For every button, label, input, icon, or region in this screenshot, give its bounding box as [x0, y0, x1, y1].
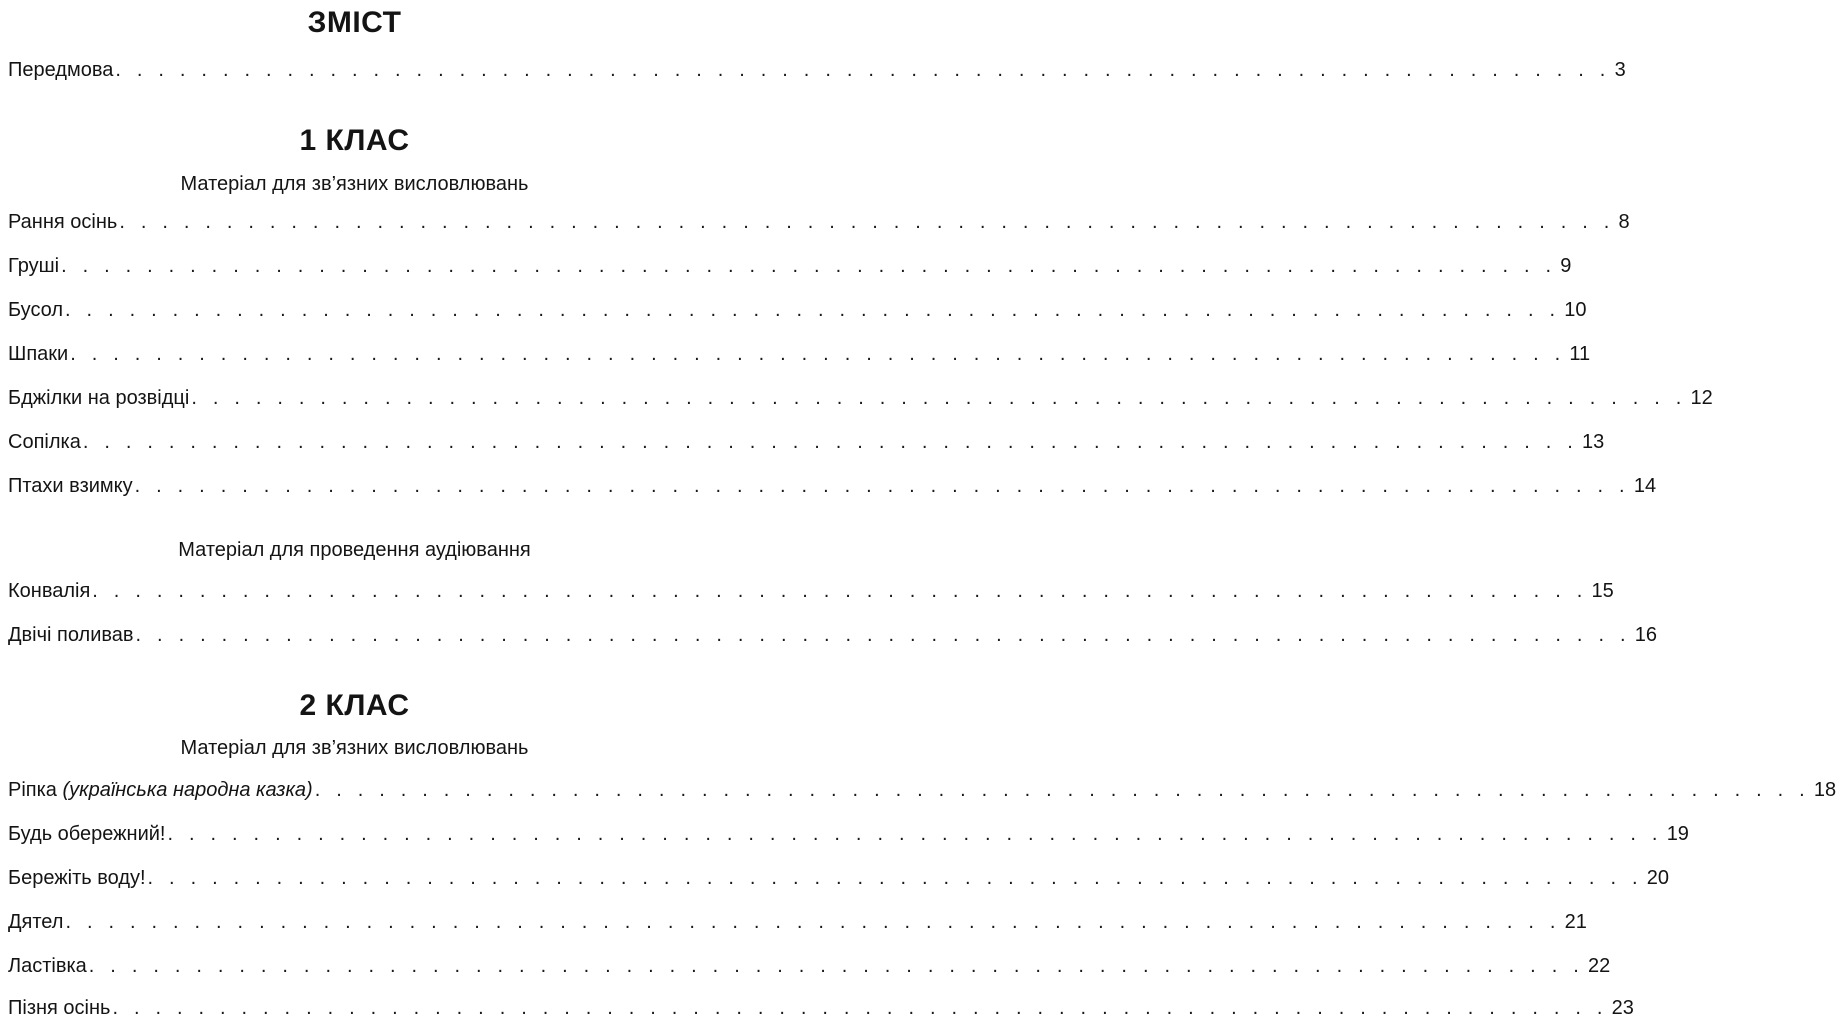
- dot-leader: . . . . . . . . . . . . . . . . . . . . . . . . . . . . . . . . . . . . . . . . . . . . . . . . . . . . . . . . . . . . . . . . . . . . . .: [134, 475, 1630, 497]
- toc-title: ЗМІСТ: [307, 6, 402, 39]
- entry-label: Бджілки на розвідці: [8, 387, 190, 409]
- entry-label: Пізня осінь: [8, 997, 111, 1019]
- page-number: 3: [1614, 59, 1626, 81]
- entry-label: Передмова: [8, 59, 114, 81]
- dot-leader: . . . . . . . . . . . . . . . . . . . . . . . . . . . . . . . . . . . . . . . . . . . . . . . . . . . . . . . . . . . . . . . . . . . . . .: [167, 823, 1663, 845]
- entry-label-main: Ріпка: [8, 779, 57, 801]
- dot-leader: . . . . . . . . . . . . . . . . . . . . . . . . . . . . . . . . . . . . . . . . . . . . . . . . . . . . . . . . . . . . . . . . . . . . . .: [147, 867, 1643, 889]
- page-number: 10: [1564, 299, 1587, 321]
- toc-entry[interactable]: [8, 911, 1587, 937]
- class-1-audition-section-heading: Матеріал для проведення аудіювання: [178, 539, 531, 561]
- entry-label: Конвалія: [8, 580, 91, 602]
- toc-entry[interactable]: [8, 823, 1689, 849]
- dot-leader: . . . . . . . . . . . . . . . . . . . . . . . . . . . . . . . . . . . . . . . . . . . . . . . . . . . . . . . . . . . . . . . . . . . . . .: [88, 955, 1584, 977]
- dot-leader: . . . . . . . . . . . . . . . . . . . . . . . . . . . . . . . . . . . . . . . . . . . . . . . . . . . . . . . . . . . . . . . . . . . . . .: [314, 779, 1810, 801]
- dot-leader: . . . . . . . . . . . . . . . . . . . . . . . . . . . . . . . . . . . . . . . . . . . . . . . . . . . . . . . . . . . . . . . . . . . . . .: [119, 211, 1615, 233]
- page-number: 22: [1587, 955, 1611, 977]
- entry-label: Птахи взимку: [8, 475, 133, 497]
- class-2-heading: 2 КЛАС: [299, 689, 410, 722]
- toc-entry[interactable]: [8, 431, 1605, 457]
- dot-leader: . . . . . . . . . . . . . . . . . . . . . . . . . . . . . . . . . . . . . . . . . . . . . . . . . . . . . . . . . . . . . . . . . . . . . .: [70, 343, 1566, 365]
- dot-leader: . . . . . . . . . . . . . . . . . . . . . . . . . . . . . . . . . . . . . . . . . . . . . . . . . . . . . . . . . . . . . . . . . . . . . .: [65, 911, 1561, 933]
- class-2-connected-section-heading: Матеріал для зв’язних висловлювань: [180, 737, 529, 759]
- entry-label: Ластівка: [8, 955, 87, 977]
- entry-label: Бережіть воду!: [8, 867, 146, 889]
- dot-leader: . . . . . . . . . . . . . . . . . . . . . . . . . . . . . . . . . . . . . . . . . . . . . . . . . . . . . . . . . . . . . . . . . . . . . .: [135, 624, 1631, 646]
- page-number: 18: [1813, 779, 1836, 801]
- entry-label: Груші: [8, 255, 60, 277]
- toc-entry[interactable]: [8, 211, 1630, 237]
- dot-leader: . . . . . . . . . . . . . . . . . . . . . . . . . . . . . . . . . . . . . . . . . . . . . . . . . . . . . . . . . . . . . . . . . . . . . .: [61, 255, 1557, 277]
- toc-entry[interactable]: [8, 387, 1713, 413]
- dot-leader: . . . . . . . . . . . . . . . . . . . . . . . . . . . . . . . . . . . . . . . . . . . . . . . . . . . . . . . . . . . . . . . . . . . . . .: [115, 59, 1611, 81]
- toc-entry[interactable]: [8, 624, 1657, 650]
- entry-label: Будь обережний!: [8, 823, 166, 845]
- page-number: 13: [1582, 431, 1605, 453]
- toc-entry[interactable]: [8, 997, 1634, 1023]
- toc-entry[interactable]: [8, 955, 1611, 981]
- entry-label: Бусол: [8, 299, 64, 321]
- entry-label: [8, 779, 313, 802]
- entry-label: Дятел: [8, 911, 64, 933]
- toc-entry-preface[interactable]: [8, 59, 1626, 85]
- entry-label: Сопілка: [8, 431, 81, 453]
- toc-entry[interactable]: [8, 867, 1669, 893]
- class-1-heading: 1 КЛАС: [299, 124, 410, 157]
- page-number: 19: [1666, 823, 1689, 845]
- toc-entry[interactable]: [8, 580, 1614, 606]
- dot-leader: . . . . . . . . . . . . . . . . . . . . . . . . . . . . . . . . . . . . . . . . . . . . . . . . . . . . . . . . . . . . . . . . . . . . . .: [82, 431, 1579, 453]
- page-number: 8: [1618, 211, 1630, 233]
- dot-leader: . . . . . . . . . . . . . . . . . . . . . . . . . . . . . . . . . . . . . . . . . . . . . . . . . . . . . . . . . . . . . . . . . . . . . .: [92, 580, 1588, 602]
- entry-label-italic: (українська народна казка): [62, 779, 313, 801]
- page-number: 20: [1646, 867, 1669, 889]
- toc-entry[interactable]: [8, 779, 1836, 805]
- entry-label: Шпаки: [8, 343, 69, 365]
- page-number: 12: [1690, 387, 1713, 409]
- page-number: 21: [1564, 911, 1587, 933]
- entry-label: Двічі поливав: [8, 624, 134, 646]
- page-number: 15: [1591, 580, 1614, 602]
- entry-label: Рання осінь: [8, 211, 118, 233]
- class-1-connected-section-heading: Матеріал для зв’язних висловлювань: [180, 173, 529, 195]
- page-number: 23: [1611, 997, 1634, 1019]
- page-number: 16: [1634, 624, 1657, 646]
- toc-entry[interactable]: [8, 299, 1587, 325]
- page-number: 11: [1569, 343, 1591, 365]
- toc-entry[interactable]: [8, 343, 1591, 369]
- toc-entry[interactable]: [8, 255, 1572, 281]
- toc-entry[interactable]: [8, 475, 1657, 501]
- dot-leader: . . . . . . . . . . . . . . . . . . . . . . . . . . . . . . . . . . . . . . . . . . . . . . . . . . . . . . . . . . . . . . . . . . . . . .: [112, 997, 1608, 1019]
- page-number: 14: [1633, 475, 1657, 497]
- page-number: 9: [1560, 255, 1572, 277]
- dot-leader: . . . . . . . . . . . . . . . . . . . . . . . . . . . . . . . . . . . . . . . . . . . . . . . . . . . . . . . . . . . . . . . . . . . . . .: [191, 387, 1687, 409]
- dot-leader: . . . . . . . . . . . . . . . . . . . . . . . . . . . . . . . . . . . . . . . . . . . . . . . . . . . . . . . . . . . . . . . . . . . . . .: [65, 299, 1561, 321]
